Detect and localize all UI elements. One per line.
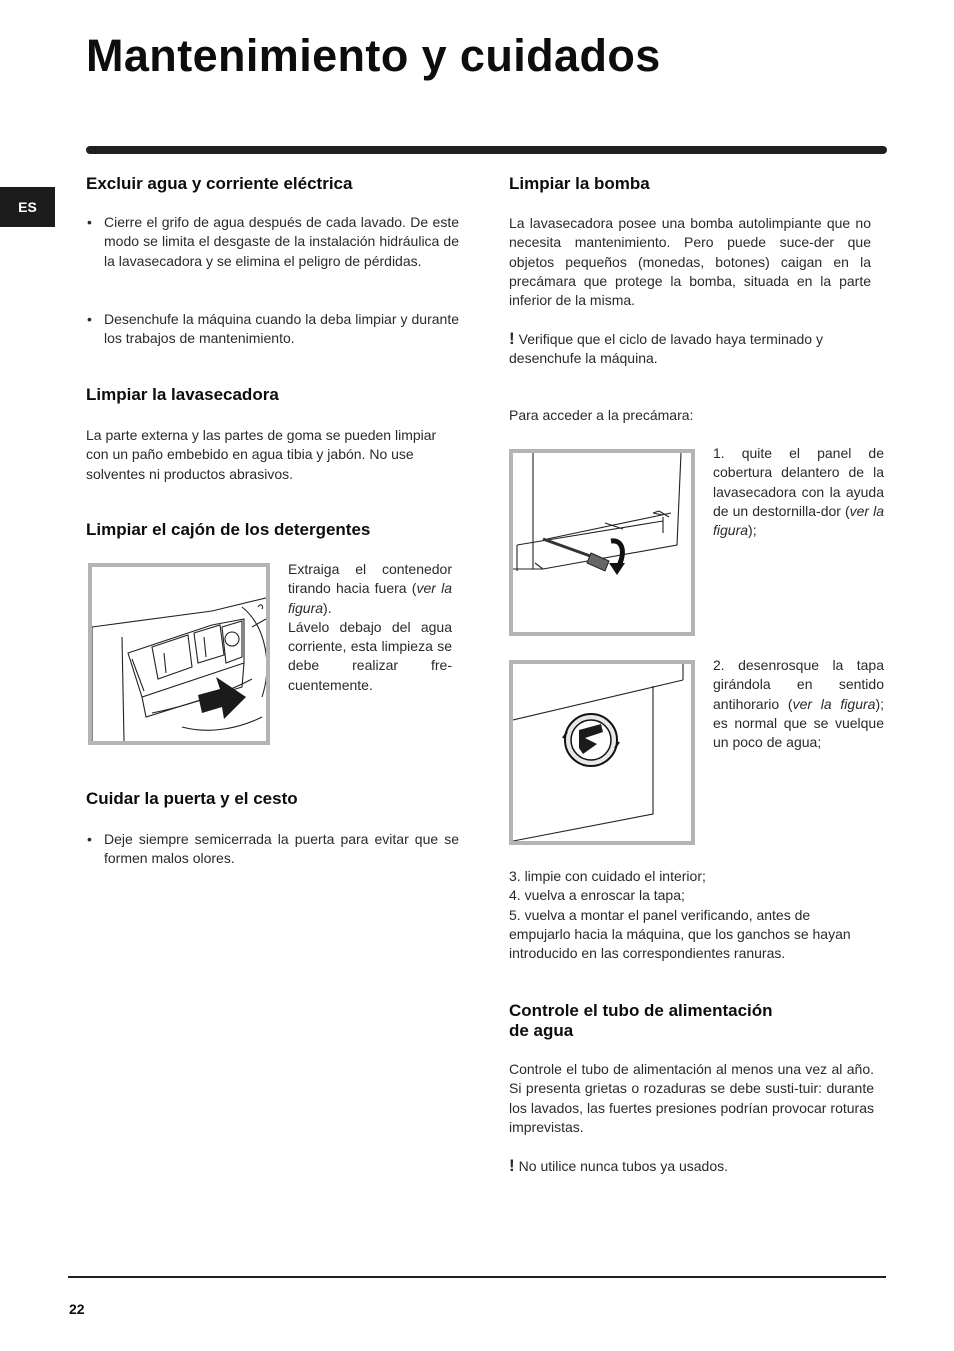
text-run: Extraiga el contenedor tirando hacia fuera ( (288, 561, 452, 597)
detergent-drawer-illustration (92, 567, 266, 741)
warning-icon: ! (509, 329, 515, 348)
step-5: 5. vuelva a montar el panel verificando, antes de empujarlo hacia la máquina, que los ganchos se hayan introducido en las correspondientes ranuras. (509, 906, 851, 962)
text-run: 2. desenrosque la tapa girándola en sentido antihorario ( (713, 657, 884, 712)
screwdriver-panel-illustration (513, 453, 691, 632)
warning-text: No utilice nunca tubos ya usados. (518, 1158, 729, 1174)
text-run: ). (323, 599, 332, 616)
footer-rule (68, 1276, 886, 1278)
text-run: ); es normal que se vuelque un poco de agua; (713, 695, 884, 751)
step-1 (713, 444, 884, 540)
text-run: Lávelo debajo del agua corriente, esta limpieza se debe realizar fre-cuentemente. (288, 618, 452, 693)
language-tab: ES (0, 187, 55, 227)
intro-precamara: Para acceder a la precámara: (509, 407, 694, 423)
bullet-item: • Desenchufe la máquina cuando la deba limpiar y durante los trabajos de mantenimiento. (86, 310, 459, 349)
pump-cap-illustration (513, 664, 691, 841)
section-title-bomba: Limpiar la bomba (509, 174, 650, 193)
detergent-drawer-figure (88, 563, 270, 745)
warning-icon: ! (509, 1156, 515, 1175)
text-run: ); (748, 522, 757, 539)
paragraph-lavasecadora: La parte externa y las partes de goma se pueden limpiar con un paño embebido en agua tibia y jabón. No use solventes ni productos abrasivos. (86, 427, 437, 482)
figure-reference: ver la figura (288, 580, 452, 616)
title-rule (86, 146, 887, 154)
page-number: 22 (69, 1301, 85, 1317)
paragraph-bomba: La lavasecadora posee una bomba autolimpiante que no necesita mantenimiento. Pero puede suce-der que objetos pequeños (monedas, botones) caigan en la precámara que protege la bomba, situada en la parte inferior de la misma. (509, 215, 871, 309)
step-2 (713, 656, 884, 752)
pump-cap-figure (509, 660, 695, 845)
bullet-item: • Deje siempre semicerrada la puerta para evitar que se formen malos olores. (86, 830, 459, 869)
figure-reference: ver la figura (713, 502, 885, 539)
section-title-excluir: Excluir agua y corriente eléctrica (86, 174, 353, 193)
text-run: 1. quite el panel de cobertura delantero de la lavasecadora con la ayuda de un destornilla-dor ( (713, 445, 884, 519)
figure-reference: ver la figura (792, 695, 876, 712)
section-title-tubo (509, 1001, 889, 1041)
paragraph-tubo: Controle el tubo de alimentación al menos una vez al año. Si presenta grietas o rozaduras se debe susti-tuir: durante los lavados, las fuertes presiones podrían provocar roturas imprevistas. (509, 1061, 874, 1135)
title-line: de agua (509, 1021, 574, 1040)
warning-bomba (509, 329, 874, 369)
page-title: Mantenimiento y cuidados (86, 30, 661, 81)
section-title-lavasecadora: Limpiar la lavasecadora (86, 385, 279, 404)
step-4: 4. vuelva a enroscar la tapa; (509, 887, 685, 904)
paragraph-cajon (288, 560, 452, 695)
front-panel-figure (509, 449, 695, 636)
warning-tubo (509, 1156, 874, 1176)
title-line: Controle el tubo de alimentación (509, 1001, 773, 1020)
warning-text: Verifique que el ciclo de lavado haya terminado y desenchufe la máquina. (509, 331, 823, 367)
step-3: 3. limpie con cuidado el interior; (509, 868, 706, 884)
section-title-puerta: Cuidar la puerta y el cesto (86, 789, 298, 808)
steps-list (509, 867, 874, 963)
bullet-item: • Cierre el grifo de agua después de cada lavado. De este modo se limita el desgaste de la instalación hidráulica de la lavasecadora y se elimina el peligro de pérdidas. (86, 213, 459, 271)
section-title-cajon: Limpiar el cajón de los detergentes (86, 520, 371, 539)
